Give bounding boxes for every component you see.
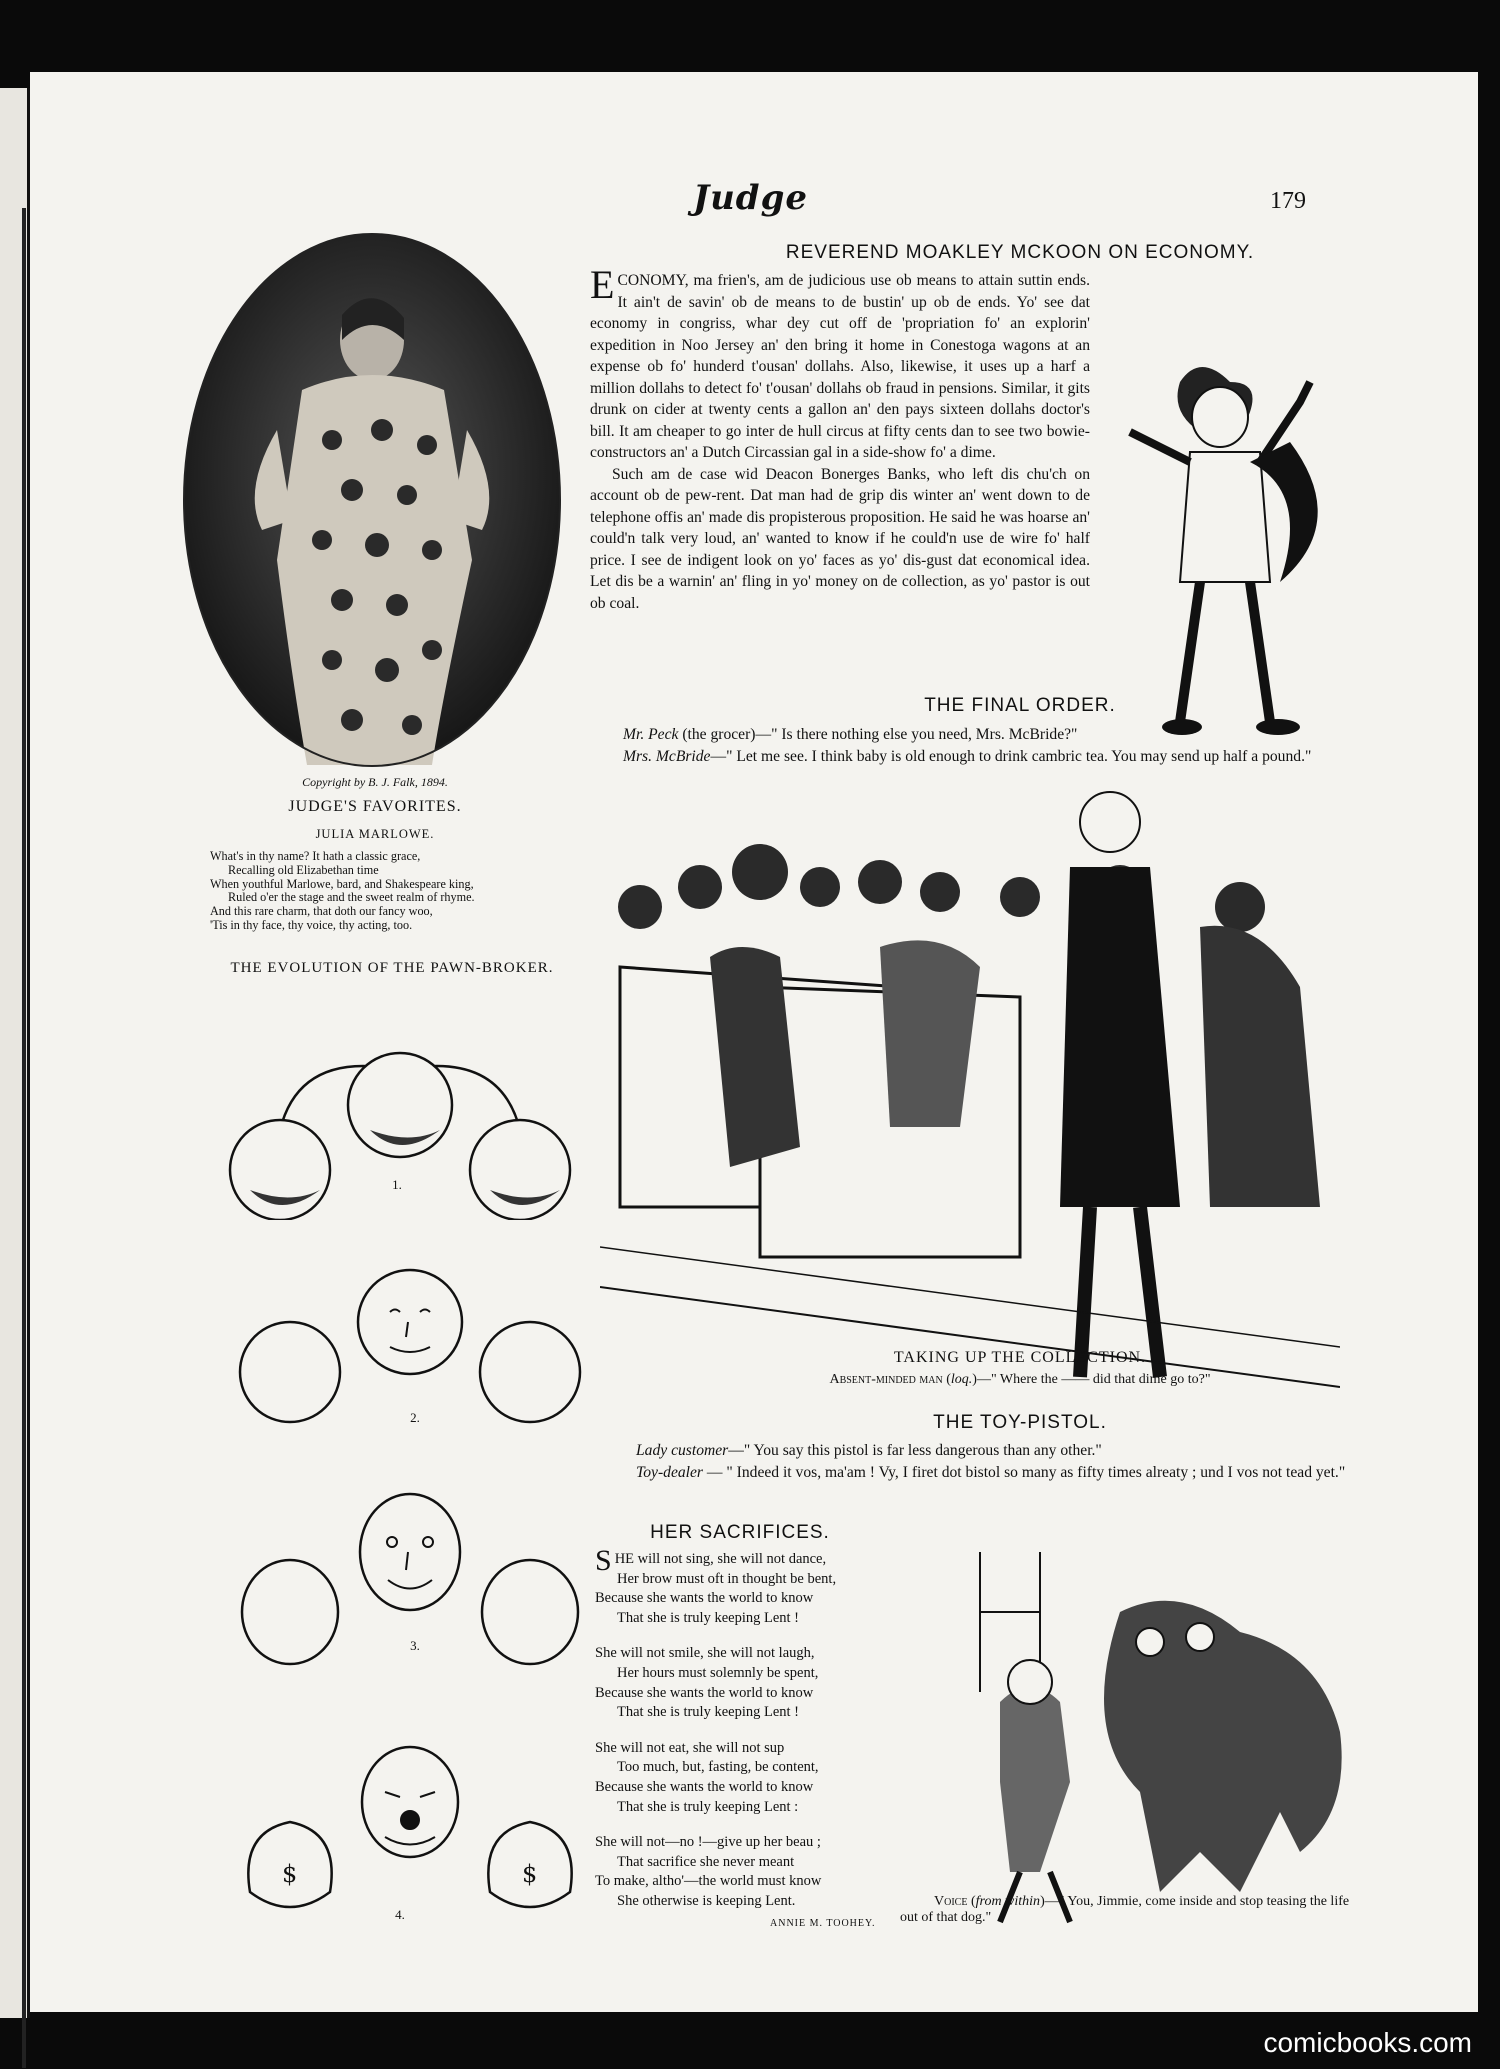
poem-line: She will not eat, she will not sup [595, 1739, 785, 1756]
economy-article [590, 262, 1090, 614]
dog-caption: Voice (from within)—" You, Jimmie, come inside and stop teasing the life out of that dog." [900, 1894, 1350, 1925]
stanza [595, 1644, 915, 1722]
poem-line: Because she wants the world to know [595, 1778, 814, 1795]
poem-line: She otherwise is keeping Lent. [617, 1892, 796, 1909]
page-number: 179 [1270, 188, 1306, 214]
portrait-photo [182, 230, 562, 770]
poem-line: Because she wants the world to know [595, 1590, 814, 1607]
poem-line: Her brow must oft in thought be bent, [617, 1570, 837, 1587]
pawnbroker-drawing-4 [230, 1712, 590, 1962]
dialog-line: —" Where the —— did that dime go to?" [976, 1372, 1211, 1387]
toy-pistol-heading: THE TOY-PISTOL. [933, 1412, 1107, 1433]
stanza [595, 1544, 915, 1628]
poem-line: When youthful Marlowe, bard, and Shakespeare king, [210, 876, 474, 891]
speaker-tag: loq. [950, 1372, 973, 1387]
drawing-number: 4. [395, 1907, 405, 1922]
poem-line: Her hours must solemnly be spent, [617, 1664, 819, 1681]
poem-line: 'Tis in thy face, thy voice, thy acting, too. [210, 917, 413, 932]
economy-paragraph-1: CONOMY, ma frien's, am de judicious use ob means to attain suttin ends. It ain't de savin' ob de means to de bustin' up ob de ends. Yo' see dat economy in congriss, whar dey cut off de 'propriation fo' an explorin' expedition in Noo Jersey an' den bring it home in Conestoga wagons at an expense ob fo' hunderd t'ousan' dollahs. Also, likewise, it uses up a harf a million dollahs to detect fo' t'ousan' dollahs ob fraud in pensions. Similar, it gits drunk on cider at twenty cents a gallon an' den pays sixteen dollahs doctor's bill. It am cheaper to go inter de hull circus at fifty cents dan to see two bowie-constructors an' a Dutch Circassian gal in a side-show fo' a dime. [590, 272, 1090, 461]
poem-line: And this rare charm, that doth our fancy woo, [210, 904, 433, 919]
collection-illustration [600, 787, 1340, 1407]
favorites-subheading: JULIA MARLOWE. [315, 827, 435, 841]
speaker: Toy-dealer [636, 1463, 703, 1481]
binding-line [22, 208, 26, 2068]
drawing-number: 3. [410, 1638, 420, 1653]
dialog-line: — " Indeed it vos, ma'am ! Vy, I firet dot bistol so many as fifty times alreaty ; und I vos not tead yet." [703, 1463, 1346, 1481]
poem-line: Because she wants the world to know [595, 1684, 814, 1701]
magazine-page [30, 72, 1478, 2012]
sacrifices-heading: HER SACRIFICES. [650, 1522, 830, 1543]
dialog-line: —" You, Jimmie, come inside and stop teasing the life out of that dog." [900, 1894, 1350, 1925]
stanza [595, 1833, 915, 1911]
poem-line: To make, altho'—the world must know [595, 1873, 822, 1890]
site-watermark: comicbooks.com [1263, 2027, 1472, 2058]
speaker: Lady customer [636, 1442, 729, 1459]
final-order-heading: THE FINAL ORDER. [924, 695, 1116, 716]
poem-line: Ruled o'er the stage and the sweet realm of rhyme. [228, 890, 475, 905]
drop-cap: S [595, 1544, 612, 1577]
left-page-edge [0, 88, 30, 2018]
final-order-text [595, 724, 1455, 767]
drawing-number: 1. [392, 1177, 402, 1192]
poem-line: What's in thy name? It hath a classic grace, [210, 849, 421, 863]
favorites-poem [210, 850, 590, 933]
poem-line: HE will not sing, she will not dance, [614, 1551, 827, 1567]
masthead: Judge [693, 178, 808, 218]
drawing-number: 2. [410, 1410, 420, 1425]
poem-line: Recalling old Elizabethan time [228, 862, 379, 877]
preacher-illustration [1110, 322, 1350, 752]
poem-line: That she is truly keeping Lent : [617, 1798, 799, 1815]
collection-caption: Absent-minded man (loq.)—" Where the —— did that dime go to?" [829, 1372, 1211, 1387]
speaker: Voice [934, 1894, 968, 1909]
speaker: Mrs. McBride [623, 747, 711, 765]
photo-copyright: Copyright by B. J. Falk, 1894. [302, 775, 448, 789]
poem-line: Too much, but, fasting, be content, [617, 1759, 819, 1776]
speaker: Mr. Peck [623, 726, 679, 743]
stanza [595, 1739, 915, 1817]
dialog-line: (the grocer)—" Is there nothing else you need, Mrs. McBride?" [678, 726, 1078, 743]
poem-line: She will not smile, she will not laugh, [595, 1645, 815, 1662]
svg-text:$: $ [522, 1860, 538, 1888]
poem-author: ANNIE M. TOOHEY. [770, 1918, 876, 1929]
poem-line: That she is truly keeping Lent ! [617, 1704, 800, 1721]
economy-paragraph-2: Such am de case wid Deacon Bonerges Banks, who left dis chu'ch on account ob de pew-rent. Dat man had de grip dis winter an' went down to de telephone offis an' made dis propisterous proposition. He said he was hoarse an' could'n talk very loud, an' wanted to know if he could'n use de wire fo' half price. I see de indigent look on yo' faces as yo' dis-gust dat economical idea. Let dis be a warnin' an' fling in yo' money on de collection, as yo' pastor is out ob coal. [590, 465, 1090, 612]
poem-line: That she is truly keeping Lent ! [617, 1609, 800, 1626]
dialog-line: —" Let me see. I think baby is old enough to drink cambric tea. You may send up half a pound." [710, 747, 1312, 765]
economy-heading: REVEREND MOAKLEY MCKOON ON ECONOMY. [785, 242, 1255, 263]
drop-cap: E [590, 262, 615, 307]
dog-illustration [900, 1552, 1380, 1952]
speaker-tag: from within [975, 1894, 1041, 1909]
collection-title: TAKING UP THE COLLECTION. [893, 1349, 1147, 1366]
favorites-heading: JUDGE'S FAVORITES. [288, 798, 462, 815]
poem-line: That sacrifice she never meant [617, 1853, 795, 1870]
dialog-line: —" You say this pistol is far less dangerous than any other." [728, 1442, 1102, 1459]
pawnbroker-heading: THE EVOLUTION OF THE PAWN-BROKER. [230, 960, 554, 976]
sacrifices-poem [595, 1544, 915, 1928]
toy-pistol-text [608, 1440, 1458, 1483]
poem-line: She will not—no !—give up her beau ; [595, 1834, 821, 1851]
speaker: Absent-minded man [829, 1372, 943, 1387]
svg-text:$: $ [282, 1860, 298, 1888]
